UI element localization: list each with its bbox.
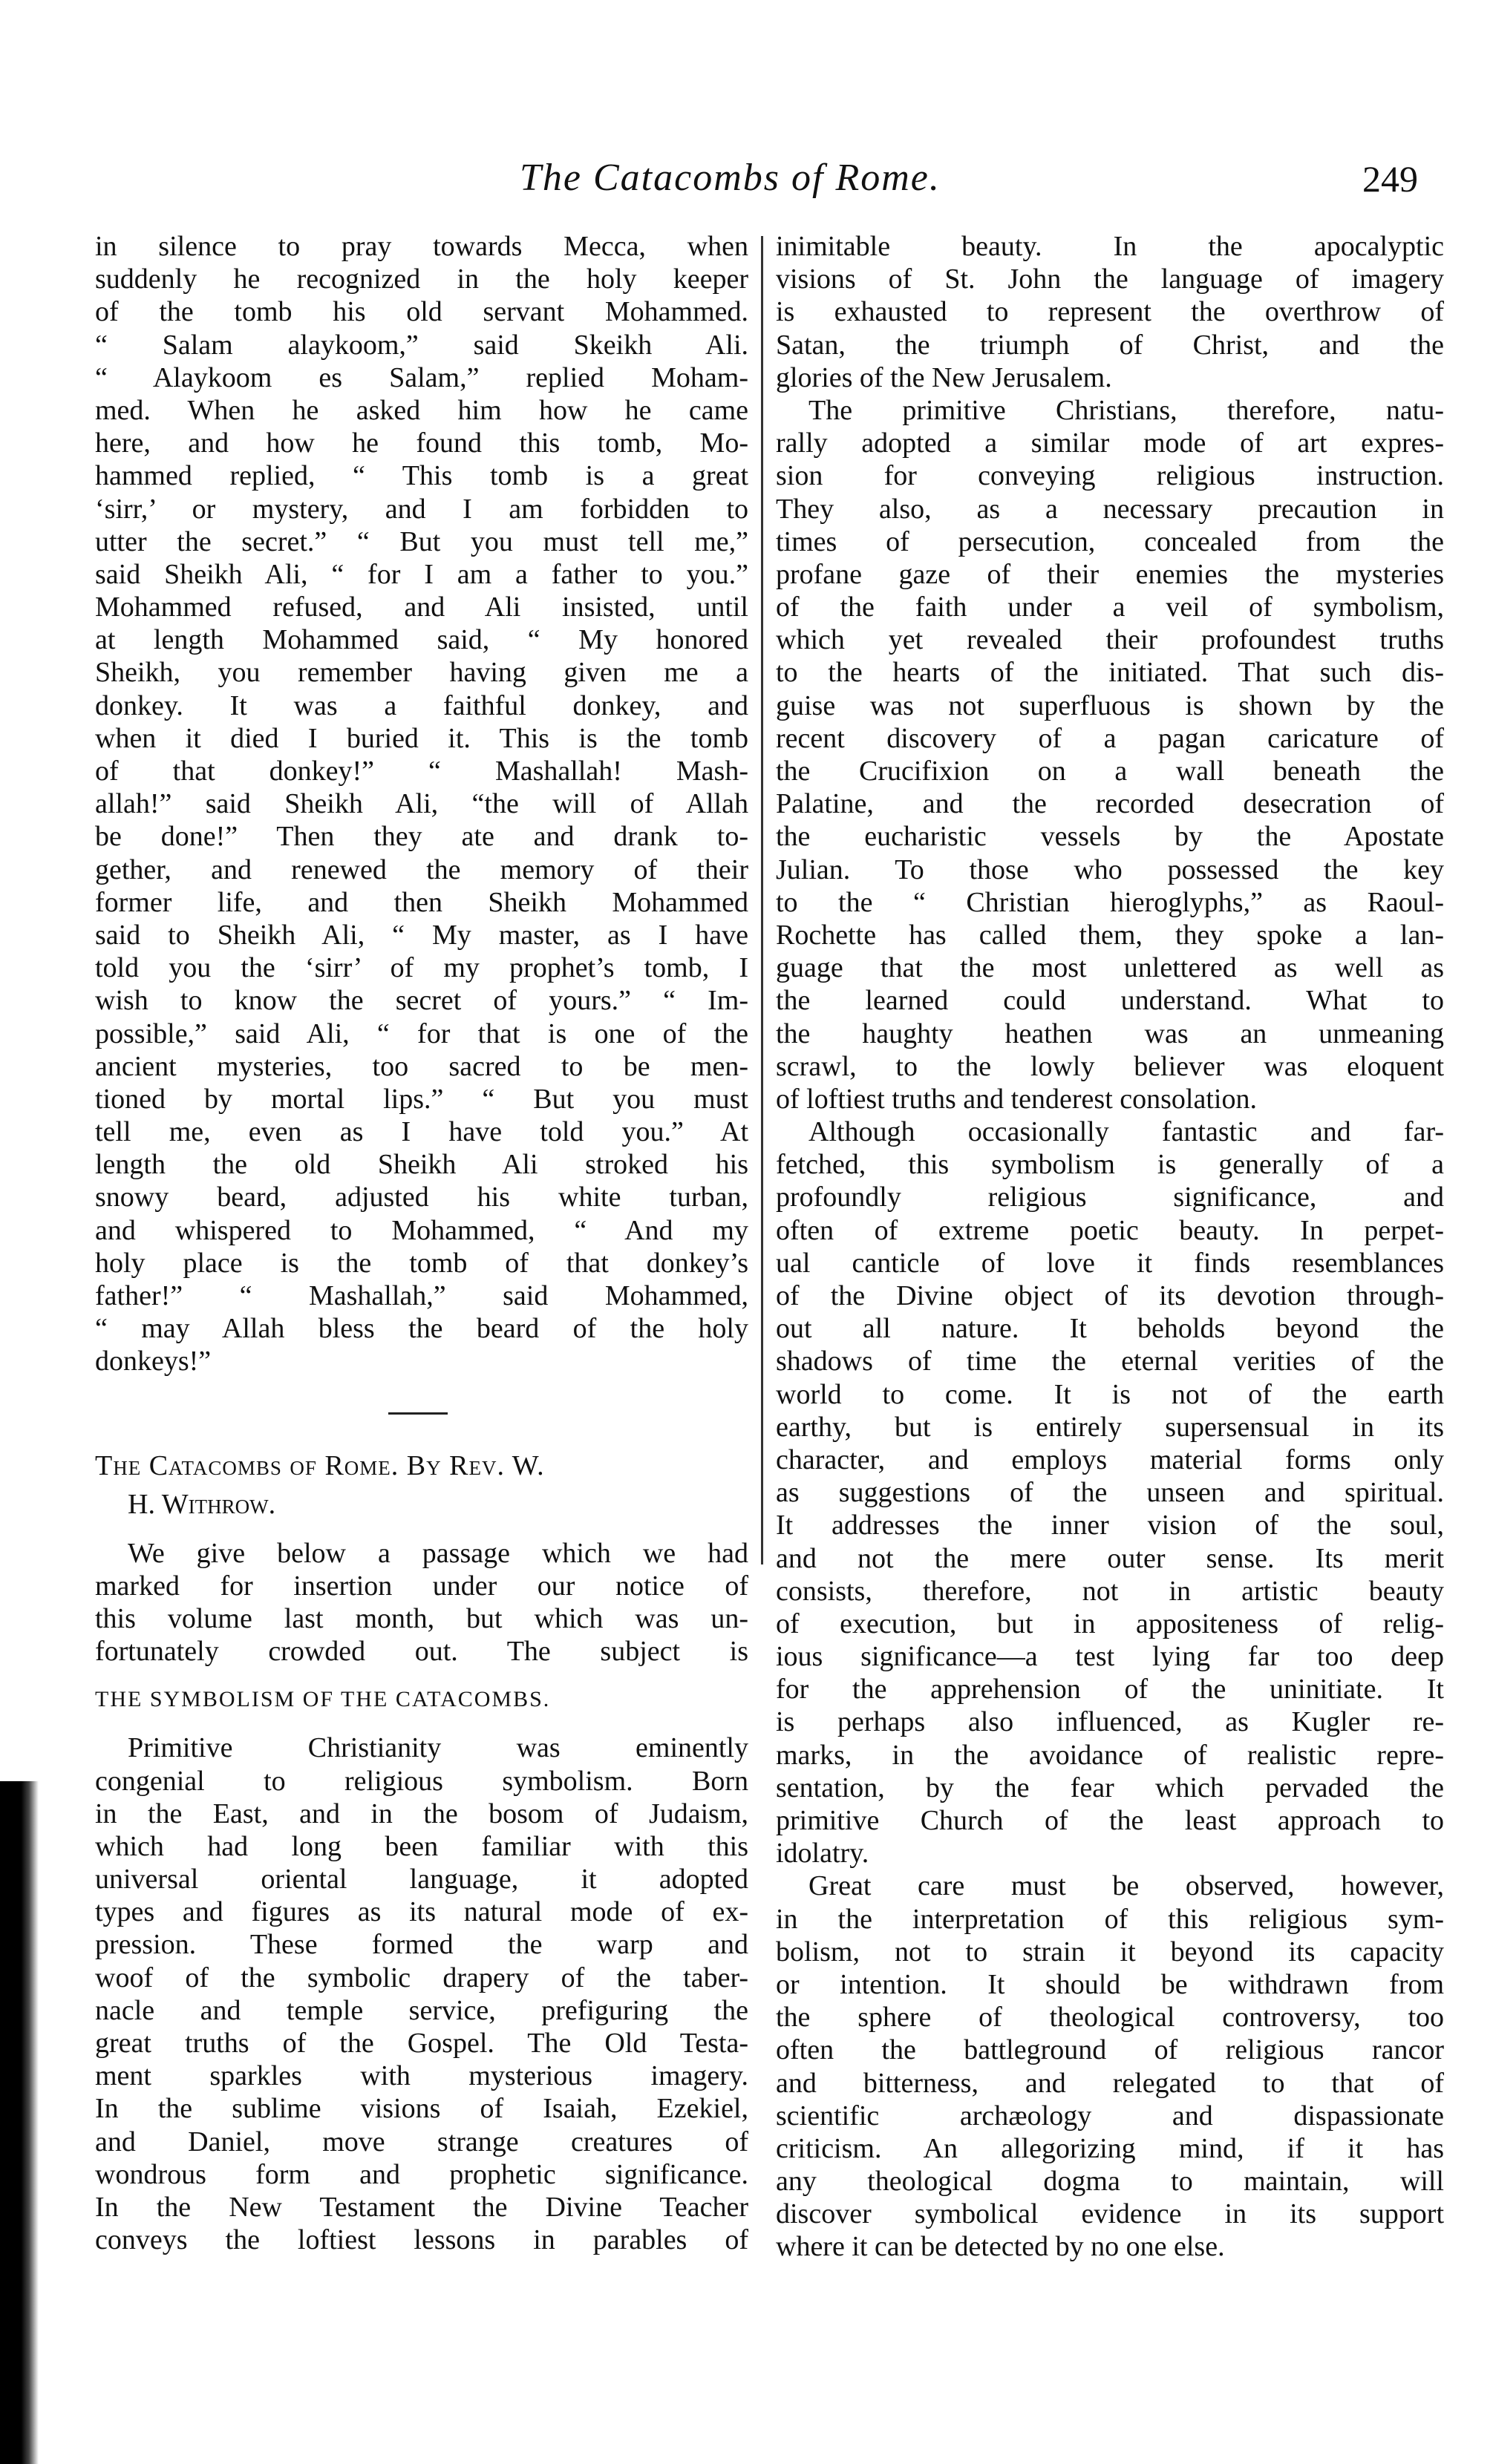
text-line: ual canticle of love it finds resemblances bbox=[776, 1247, 1444, 1279]
text-line: in silence to pray towards Mecca, when bbox=[95, 231, 748, 262]
text-line: Great care must be observed, however, bbox=[808, 1870, 1444, 1902]
text-line: the eucharistic vessels by the Apostate bbox=[776, 821, 1444, 853]
column-divider bbox=[761, 236, 763, 1564]
left-paragraph-1 bbox=[95, 230, 748, 1378]
text-line: suddenly he recognized in the holy keeper bbox=[95, 263, 748, 295]
text-line: gether, and renewed the memory of their bbox=[95, 853, 748, 885]
text-line: In the sublime visions of Isaiah, Ezekiel, bbox=[95, 2093, 748, 2125]
text-line: We give below a passage which we had bbox=[128, 1537, 748, 1569]
text-line: tioned by mortal lips.” “ But you must bbox=[95, 1083, 748, 1115]
left-paragraph-2 bbox=[95, 1731, 748, 2256]
page-number: 249 bbox=[1362, 158, 1418, 200]
text-line: “ may Allah bless the beard of the holy bbox=[95, 1313, 748, 1345]
text-line: criticism. An allegorizing mind, if it has bbox=[776, 2132, 1444, 2164]
text-line: in the interpretation of this religious sym- bbox=[776, 1903, 1444, 1935]
text-line: of the Divine object of its devotion through- bbox=[776, 1280, 1444, 1311]
text-line: profane gaze of their enemies the mysteries bbox=[776, 558, 1444, 590]
text-line: Palatine, and the recorded desecration of bbox=[776, 788, 1444, 820]
text-line: ‘sirr,’ or mystery, and I am forbidden to bbox=[95, 493, 748, 525]
text-line: donkeys!” bbox=[95, 1346, 212, 1377]
text-line: often the battleground of religious rancor bbox=[776, 2034, 1444, 2066]
text-line: recent discovery of a pagan caricature of bbox=[776, 722, 1444, 754]
text-line: which yet revealed their profoundest truths bbox=[776, 624, 1444, 656]
text-line: donkey. It was a faithful donkey, and bbox=[95, 689, 748, 721]
text-line: glories of the New Jerusalem. bbox=[776, 361, 1112, 393]
text-line: often of extreme poetic beauty. In perpet- bbox=[776, 1214, 1444, 1246]
text-line: is exhausted to represent the overthrow of bbox=[776, 296, 1444, 328]
text-line: “ Salam alaykoom,” said Skeikh Ali. bbox=[95, 329, 748, 361]
text-line: ious significance—a test lying far too deep bbox=[776, 1641, 1444, 1673]
text-line: hammed replied, “ This tomb is a great bbox=[95, 460, 748, 492]
text-line: of the faith under a veil of symbolism, bbox=[776, 592, 1444, 623]
text-line: the Crucifixion on a wall beneath the bbox=[776, 756, 1444, 787]
text-line: Rochette has called them, they spoke a lan- bbox=[776, 919, 1444, 951]
section-subheading: THE SYMBOLISM OF THE CATACOMBS. bbox=[95, 1687, 551, 1712]
text-line: to the hearts of the initiated. That such dis- bbox=[776, 657, 1444, 689]
right-paragraph-1 bbox=[776, 230, 1444, 394]
text-line: The primitive Christians, therefore, natu- bbox=[808, 394, 1444, 426]
text-line: universal oriental language, it adopted bbox=[95, 1864, 748, 1895]
text-line: and not the mere outer sense. Its merit bbox=[776, 1542, 1444, 1574]
text-line: and bitterness, and relegated to that of bbox=[776, 2067, 1444, 2099]
text-line: shadows of time the eternal verities of the bbox=[776, 1346, 1444, 1377]
text-line: where it can be detected by no one else. bbox=[776, 2231, 1225, 2263]
text-line: the sphere of theological controversy, too bbox=[776, 2002, 1444, 2034]
text-line: when it died I buried it. This is the tomb bbox=[95, 722, 748, 754]
text-line: rally adopted a similar mode of art expres- bbox=[776, 427, 1444, 459]
text-line: wondrous form and prophetic significance. bbox=[95, 2158, 748, 2190]
text-line: utter the secret.” “ But you must tell me,” bbox=[95, 525, 748, 557]
text-line: of that donkey!” “ Mashallah! Mash- bbox=[95, 756, 748, 787]
text-line: Mohammed refused, and Ali insisted, until bbox=[95, 592, 748, 623]
text-line: snowy beard, adjusted his white turban, bbox=[95, 1182, 748, 1213]
text-line: at length Mohammed said, “ My honored bbox=[95, 624, 748, 656]
text-line: as suggestions of the unseen and spiritual. bbox=[776, 1477, 1444, 1509]
text-line: marked for insertion under our notice of bbox=[95, 1570, 748, 1602]
text-line: inimitable beauty. In the apocalyptic bbox=[776, 231, 1444, 262]
text-line: pression. These formed the warp and bbox=[95, 1929, 748, 1961]
text-line: or intention. It should be withdrawn from bbox=[776, 1968, 1444, 2000]
text-line: father!” “ Mashallah,” said Mohammed, bbox=[95, 1280, 748, 1311]
text-line: idolatry. bbox=[776, 1838, 869, 1870]
right-column bbox=[776, 230, 1444, 2264]
text-line: scientific archæology and dispassionate bbox=[776, 2100, 1444, 2132]
left-column bbox=[95, 230, 748, 2256]
text-line: is perhaps also influenced, as Kugler re- bbox=[776, 1706, 1444, 1738]
right-paragraph-4 bbox=[776, 1870, 1444, 2263]
right-paragraph-3 bbox=[776, 1115, 1444, 1870]
text-line: tell me, even as I have told you.” At bbox=[95, 1116, 748, 1148]
text-line: for the apprehension of the uninitiate. It bbox=[776, 1674, 1444, 1706]
text-line: and Daniel, move strange creatures of bbox=[95, 2126, 748, 2157]
review-heading: The Catacombs of Rome. By Rev. W. bbox=[95, 1449, 545, 1481]
text-line: world to come. It is not of the earth bbox=[776, 1378, 1444, 1410]
text-line: said to Sheikh Ali, “ My master, as I have bbox=[95, 919, 748, 951]
text-line: marks, in the avoidance of realistic repre- bbox=[776, 1739, 1444, 1771]
text-line: nacle and temple service, prefiguring the bbox=[95, 1994, 748, 2026]
text-line: earthy, but is entirely supersensual in its bbox=[776, 1411, 1444, 1443]
text-line: former life, and then Sheikh Mohammed bbox=[95, 886, 748, 918]
page-edge-shadow bbox=[0, 1781, 39, 2464]
text-line: allah!” said Sheikh Ali, “the will of Allah bbox=[95, 788, 748, 820]
text-line: any theological dogma to maintain, will bbox=[776, 2166, 1444, 2198]
left-intro-paragraph bbox=[95, 1537, 748, 1668]
text-line: bolism, not to strain it beyond its capacity bbox=[776, 1936, 1444, 1967]
text-line: Although occasionally fantastic and far- bbox=[808, 1116, 1444, 1148]
text-line: In the New Testament the Divine Teacher bbox=[95, 2191, 748, 2223]
text-line: med. When he asked him how he came bbox=[95, 394, 748, 426]
text-line: great truths of the Gospel. The Old Testa- bbox=[95, 2028, 748, 2059]
text-line: woof of the symbolic drapery of the taber- bbox=[95, 1962, 748, 1993]
running-title: The Catacombs of Rome. bbox=[520, 157, 941, 199]
text-line: fetched, this symbolism is generally of a bbox=[776, 1149, 1444, 1181]
text-line: visions of St. John the language of imagery bbox=[776, 263, 1444, 295]
text-line: It addresses the inner vision of the soul, bbox=[776, 1510, 1444, 1541]
text-line: guise was not superfluous is shown by the bbox=[776, 689, 1444, 721]
text-line: out all nature. It beholds beyond the bbox=[776, 1313, 1444, 1345]
text-line: of execution, but in appositeness of relig- bbox=[776, 1608, 1444, 1639]
text-line: times of persecution, concealed from the bbox=[776, 525, 1444, 557]
text-line: ment sparkles with mysterious imagery. bbox=[95, 2060, 748, 2092]
text-line: Satan, the triumph of Christ, and the bbox=[776, 329, 1444, 361]
section-divider bbox=[95, 1378, 748, 1446]
text-line: and whispered to Mohammed, “ And my bbox=[95, 1214, 748, 1246]
text-line: Primitive Christianity was eminently bbox=[128, 1732, 748, 1764]
text-line: be done!” Then they ate and drank to- bbox=[95, 821, 748, 853]
text-line: of loftiest truths and tenderest consolation. bbox=[776, 1083, 1257, 1115]
text-line: the haughty heathen was an unmeaning bbox=[776, 1018, 1444, 1049]
text-line: to the “ Christian hieroglyphs,” as Raoul- bbox=[776, 886, 1444, 918]
text-line: here, and how he found this tomb, Mo- bbox=[95, 427, 748, 459]
text-line: of the tomb his old servant Mohammed. bbox=[95, 296, 748, 328]
text-line: profoundly religious significance, and bbox=[776, 1182, 1444, 1213]
text-line: “ Alaykoom es Salam,” replied Moham- bbox=[95, 361, 748, 393]
text-line: sion for conveying religious instruction. bbox=[776, 460, 1444, 492]
text-line: congenial to religious symbolism. Born bbox=[95, 1765, 748, 1797]
text-line: guage that the most unlettered as well as bbox=[776, 952, 1444, 984]
text-line: sentation, by the fear which pervaded the bbox=[776, 1772, 1444, 1803]
text-line: the learned could understand. What to bbox=[776, 985, 1444, 1017]
text-line: conveys the loftiest lessons in parables of bbox=[95, 2224, 748, 2256]
text-line: which had long been familiar with this bbox=[95, 1830, 748, 1862]
text-line: ancient mysteries, too sacred to be men- bbox=[95, 1050, 748, 1082]
text-line: length the old Sheikh Ali stroked his bbox=[95, 1149, 748, 1181]
text-line: character, and employs material forms only bbox=[776, 1444, 1444, 1475]
text-line: types and figures as its natural mode of ex- bbox=[95, 1896, 748, 1928]
text-line: wish to know the secret of yours.” “ Im- bbox=[95, 985, 748, 1017]
text-line: discover symbolical evidence in its support bbox=[776, 2198, 1444, 2230]
text-line: holy place is the tomb of that donkey’s bbox=[95, 1247, 748, 1279]
text-line: this volume last month, but which was un- bbox=[95, 1602, 748, 1634]
text-line: told you the ‘sirr’ of my prophet’s tomb, I bbox=[95, 952, 748, 984]
text-line: fortunately crowded out. The subject is bbox=[95, 1636, 748, 1668]
text-line: in the East, and in the bosom of Judaism, bbox=[95, 1798, 748, 1829]
text-line: consists, therefore, not in artistic beauty bbox=[776, 1575, 1444, 1607]
text-line: Julian. To those who possessed the key bbox=[776, 853, 1444, 885]
text-line: possible,” said Ali, “ for that is one of the bbox=[95, 1018, 748, 1049]
text-line: primitive Church of the least approach to bbox=[776, 1805, 1444, 1836]
page-header bbox=[0, 148, 1493, 215]
text-line: scrawl, to the lowly believer was eloquent bbox=[776, 1050, 1444, 1082]
text-line: Sheikh, you remember having given me a bbox=[95, 657, 748, 689]
text-line: They also, as a necessary precaution in bbox=[776, 493, 1444, 525]
review-heading-continued: H. Withrow. bbox=[128, 1488, 276, 1520]
text-line: said Sheikh Ali, “ for I am a father to you.” bbox=[95, 558, 748, 590]
right-paragraph-2 bbox=[776, 394, 1444, 1115]
